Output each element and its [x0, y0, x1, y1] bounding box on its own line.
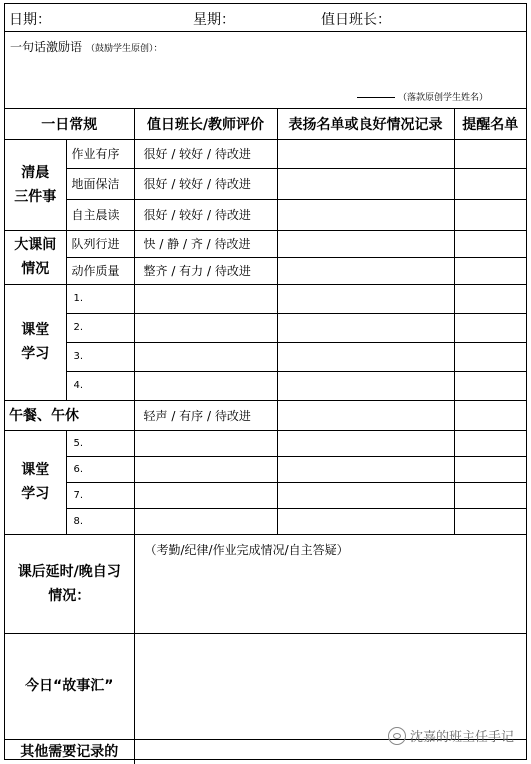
reminder-cell[interactable]	[454, 371, 526, 400]
story-label: 今日“故事汇”	[5, 633, 134, 739]
group-morning-line2: 三件事	[14, 188, 57, 205]
group-class-pm-line1: 课堂	[21, 462, 50, 478]
eval-cell[interactable]	[134, 313, 277, 342]
eval-cell[interactable]	[134, 284, 277, 313]
praise-cell[interactable]	[277, 199, 454, 230]
col-praise: 表扬名单或良好情况记录	[277, 109, 454, 139]
item-eval: 轻声 / 有序 / 待改进	[134, 400, 277, 430]
praise-cell[interactable]	[277, 230, 454, 257]
praise-cell[interactable]	[277, 430, 454, 456]
table-row	[5, 199, 526, 230]
after-school-label-line1: 课后延时/晚自习	[17, 563, 121, 580]
praise-cell[interactable]	[277, 342, 454, 371]
period-number: 8.	[66, 508, 134, 534]
item-name: 地面保洁	[66, 168, 134, 199]
table-row	[5, 482, 526, 508]
period-number: 4.	[66, 371, 134, 400]
praise-cell[interactable]	[277, 139, 454, 168]
reminder-cell[interactable]	[454, 284, 526, 313]
col-evaluation: 值日班长/教师评价	[134, 109, 277, 139]
watermark-text: 沈嘉的班主任手记	[409, 730, 514, 745]
header-row	[5, 4, 526, 32]
item-name: 作业有序	[66, 139, 134, 168]
weekday-label: 星期：	[193, 12, 235, 28]
group-recess-line2: 情况	[21, 261, 50, 277]
item-eval: 整齐 / 有力 / 待改进	[134, 257, 277, 284]
group-class-am-line2: 学习	[21, 346, 50, 362]
reminder-cell[interactable]	[454, 430, 526, 456]
item-eval: 很好 / 较好 / 待改进	[134, 199, 277, 230]
table-row	[5, 371, 526, 400]
table-row	[5, 139, 526, 168]
praise-cell[interactable]	[277, 371, 454, 400]
date-label: 日期：	[9, 12, 51, 28]
monitor-label: 值日班长：	[321, 12, 391, 28]
item-eval: 快 / 静 / 齐 / 待改进	[134, 230, 277, 257]
group-class-pm-line2: 学习	[21, 486, 50, 502]
table-row	[5, 534, 526, 633]
praise-cell[interactable]	[277, 482, 454, 508]
praise-cell[interactable]	[277, 168, 454, 199]
period-number: 3.	[66, 342, 134, 371]
praise-cell[interactable]	[277, 284, 454, 313]
eval-cell[interactable]	[134, 508, 277, 534]
motto-hint: （鼓励学生原创）：	[86, 44, 163, 54]
reminder-cell[interactable]	[454, 342, 526, 371]
group-class-am	[5, 284, 66, 400]
col-reminder: 提醒名单	[454, 109, 526, 139]
group-recess	[5, 230, 66, 284]
eval-cell[interactable]	[134, 342, 277, 371]
item-name: 队列行进	[66, 230, 134, 257]
praise-cell[interactable]	[277, 456, 454, 482]
table-row	[5, 508, 526, 534]
duty-log-sheet	[4, 3, 527, 760]
eval-cell[interactable]	[134, 371, 277, 400]
reminder-cell[interactable]	[454, 400, 526, 430]
reminder-cell[interactable]	[454, 456, 526, 482]
item-name: 自主晨读	[66, 199, 134, 230]
reminder-cell[interactable]	[454, 257, 526, 284]
item-name: 动作质量	[66, 257, 134, 284]
item-eval: 很好 / 较好 / 待改进	[134, 139, 277, 168]
other-label: 其他需要记录的	[5, 739, 134, 764]
table-row	[5, 257, 526, 284]
after-school-label-line2: 情况：	[48, 587, 91, 604]
eval-cell[interactable]	[134, 482, 277, 508]
motto-signature	[357, 90, 488, 103]
group-class-pm	[5, 430, 66, 534]
item-eval: 很好 / 较好 / 待改进	[134, 168, 277, 199]
reminder-cell[interactable]	[454, 139, 526, 168]
praise-cell[interactable]	[277, 508, 454, 534]
praise-cell[interactable]	[277, 400, 454, 430]
reminder-cell[interactable]	[454, 199, 526, 230]
table-row	[5, 313, 526, 342]
table-row	[5, 400, 526, 430]
group-morning-line1: 清晨	[21, 164, 50, 181]
praise-cell[interactable]	[277, 257, 454, 284]
reminder-cell[interactable]	[454, 313, 526, 342]
routine-table	[5, 109, 526, 764]
period-number: 7.	[66, 482, 134, 508]
table-row	[5, 168, 526, 199]
signature-text: （落款原创学生姓名）	[397, 93, 488, 103]
reminder-cell[interactable]	[454, 168, 526, 199]
group-class-am-line1: 课堂	[21, 322, 50, 338]
story-cell[interactable]	[134, 633, 526, 739]
lunch-label: 午餐、午休	[5, 400, 134, 430]
watermark	[388, 726, 514, 745]
table-row	[5, 633, 526, 739]
period-number: 2.	[66, 313, 134, 342]
table-header-row	[5, 109, 526, 139]
group-recess-line1: 大课间	[14, 237, 57, 253]
table-row	[5, 456, 526, 482]
praise-cell[interactable]	[277, 313, 454, 342]
eval-cell[interactable]	[134, 430, 277, 456]
after-school-label	[5, 534, 134, 633]
period-number: 5.	[66, 430, 134, 456]
period-number: 1.	[66, 284, 134, 313]
group-morning	[5, 139, 66, 230]
table-row	[5, 284, 526, 313]
motto-section	[5, 32, 526, 109]
signature-line	[357, 97, 395, 98]
wechat-icon	[388, 727, 406, 745]
reminder-cell[interactable]	[454, 482, 526, 508]
reminder-cell[interactable]	[454, 508, 526, 534]
col-routine: 一日常规	[5, 109, 134, 139]
table-row	[5, 342, 526, 371]
eval-cell[interactable]	[134, 456, 277, 482]
after-school-note[interactable]: （考勤/纪律/作业完成情况/自主答疑）	[134, 534, 526, 633]
table-row	[5, 230, 526, 257]
reminder-cell[interactable]	[454, 230, 526, 257]
table-row	[5, 430, 526, 456]
period-number: 6.	[66, 456, 134, 482]
motto-label: 一句话激励语	[10, 40, 83, 54]
